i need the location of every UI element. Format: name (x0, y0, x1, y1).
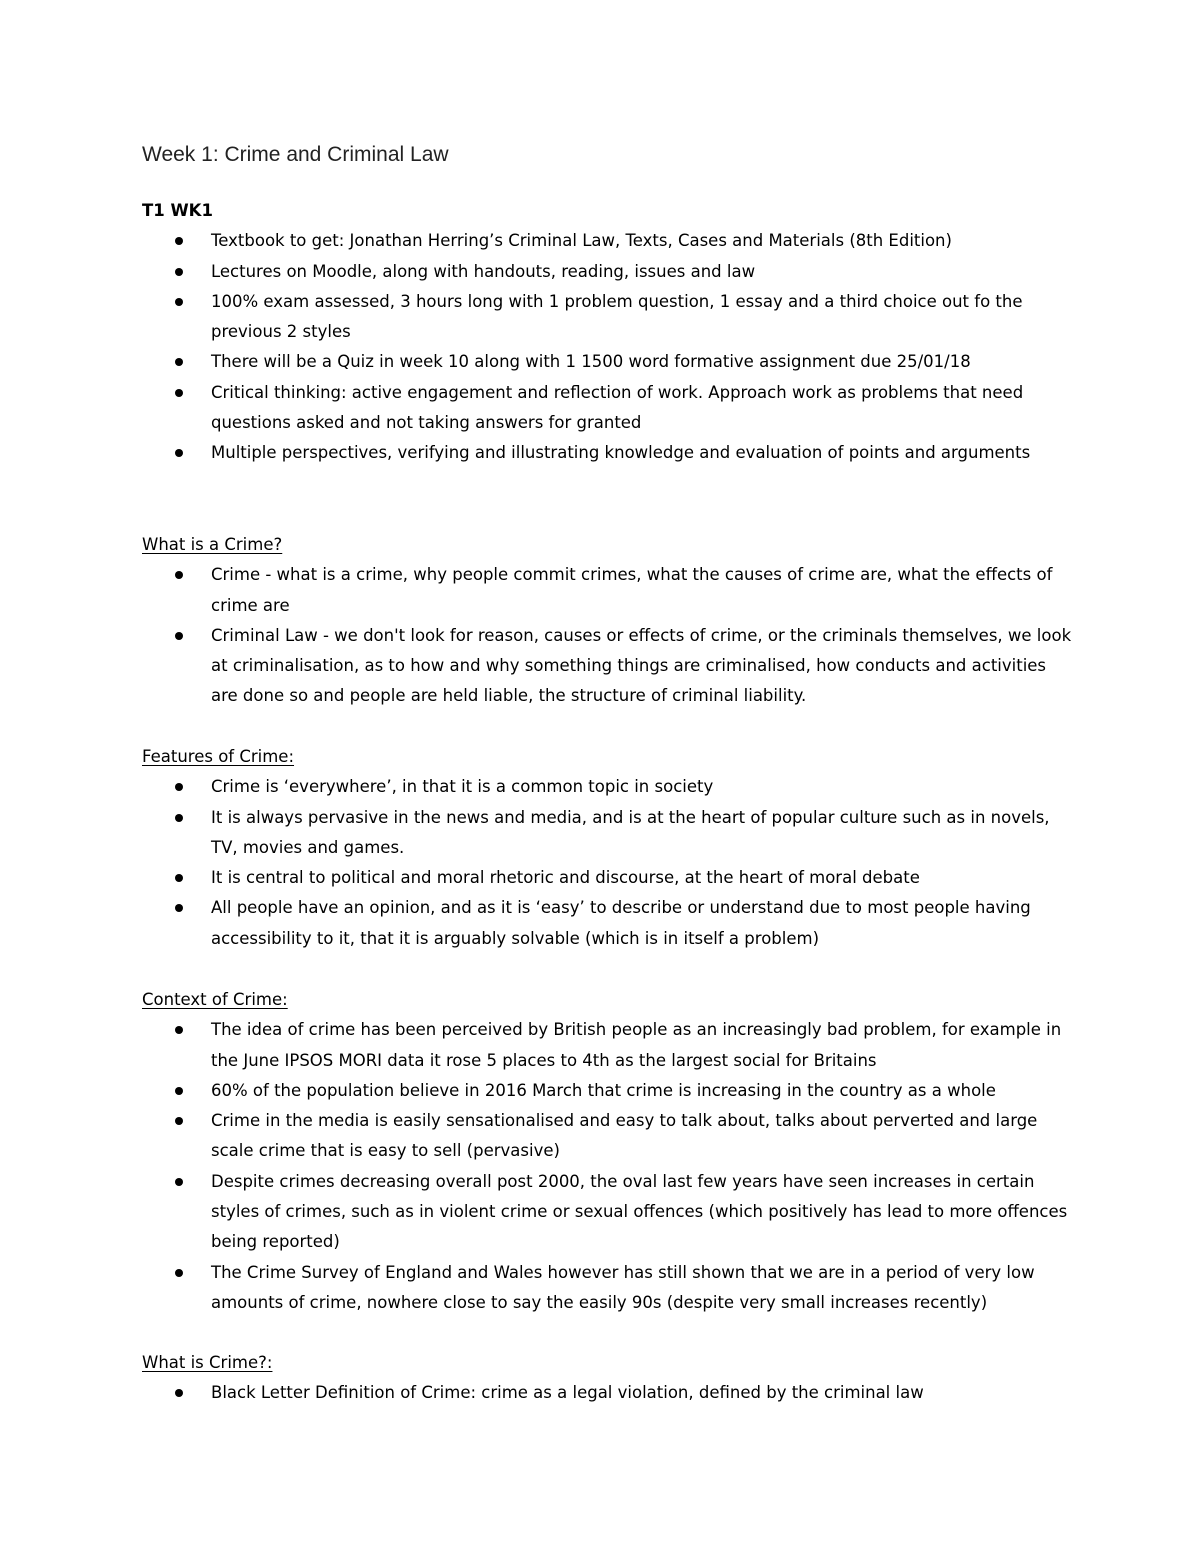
bullet-icon (175, 237, 183, 245)
list-item-text: It is central to political and moral rhetoric and discourse, at the heart of moral debate (211, 868, 920, 888)
list-item-text: Textbook to get: Jonathan Herring’s Criminal Law, Texts, Cases and Materials (8th Edition) (211, 231, 952, 251)
list-item (142, 560, 1072, 621)
document-title: Week 1: Crime and Criminal Law (142, 143, 449, 166)
bullet-list (142, 226, 1072, 468)
list-item (142, 378, 1072, 439)
list-item (142, 226, 1072, 256)
list-item-text: Multiple perspectives, verifying and illustrating knowledge and evaluation of points and arguments (211, 443, 1031, 463)
list-item-text: The idea of crime has been perceived by British people as an increasingly bad problem, for example in the June IPSOS MORI data it rose 5 places to 4th as the largest social for Britains (211, 1020, 1062, 1070)
section-what-is-a-crime (142, 530, 1072, 712)
bullet-icon (175, 1087, 183, 1095)
bullet-icon (175, 1178, 183, 1186)
section-heading: Context of Crime: (142, 990, 288, 1009)
list-item-text: Crime - what is a crime, why people commit crimes, what the causes of crime are, what the effects of crime are (211, 565, 1053, 615)
list-item (142, 1167, 1072, 1258)
bullet-icon (175, 904, 183, 912)
bullet-icon (175, 298, 183, 306)
section-heading: What is a Crime? (142, 535, 283, 554)
bullet-list (142, 772, 1072, 954)
section-t1-wk1 (142, 196, 1072, 469)
section-context-of-crime (142, 985, 1072, 1318)
list-item (142, 287, 1072, 348)
list-item-text: 60% of the population believe in 2016 March that crime is increasing in the country as a whole (211, 1080, 996, 1100)
bullet-icon (175, 268, 183, 276)
list-item-text: Critical thinking: active engagement and reflection of work. Approach work as problems that need questions asked and not taking answers for granted (211, 382, 1024, 433)
list-item (142, 1258, 1072, 1319)
list-item-text: Crime is ‘everywhere’, in that it is a common topic in society (211, 777, 714, 797)
bullet-list (142, 560, 1072, 711)
list-item (142, 803, 1072, 864)
list-item (142, 257, 1072, 287)
list-item-text: 100% exam assessed, 3 hours long with 1 problem question, 1 essay and a third choice out fo the previous 2 styles (211, 291, 1023, 342)
bullet-icon (175, 1269, 183, 1277)
list-item-text: It is always pervasive in the news and media, and is at the heart of popular culture such as in novels, TV, movies and games. (211, 807, 1050, 857)
bullet-icon (175, 1117, 183, 1125)
bullet-icon (175, 449, 183, 457)
section-heading: Features of Crime: (142, 747, 295, 766)
list-item (142, 772, 1072, 802)
list-item (142, 347, 1072, 377)
list-item-text: Black Letter Definition of Crime: crime as a legal violation, defined by the criminal law (211, 1383, 924, 1403)
bullet-icon (175, 571, 183, 579)
list-item (142, 438, 1072, 468)
section-features-of-crime (142, 742, 1072, 954)
list-item (142, 863, 1072, 893)
list-item-text: The Crime Survey of England and Wales however has still shown that we are in a period of very low amounts of crime, nowhere close to say the easily 90s (despite very small increases recently) (211, 1262, 1035, 1312)
list-item-text: Criminal Law - we don't look for reason, causes or effects of crime, or the criminals themselves, we look at criminalisation, as to how and why something things are criminalised, how conducts and activities are done so and people are held liable, the structure of criminal liability. (211, 625, 1072, 706)
list-item-text: There will be a Quiz in week 10 along with 1 1500 word formative assignment due 25/01/18 (211, 352, 971, 372)
bullet-icon (175, 389, 183, 397)
list-item (142, 893, 1072, 954)
bullet-icon (175, 814, 183, 822)
list-item (142, 1015, 1072, 1076)
list-item-text: Despite crimes decreasing overall post 2000, the oval last few years have seen increases in certain styles of crimes, such as in violent crime or sexual offences (which positively has lead to more offences being reported) (211, 1171, 1068, 1252)
section-heading: What is Crime?: (142, 1353, 273, 1372)
bullet-icon (175, 874, 183, 882)
list-item (142, 1076, 1072, 1106)
list-item-text: Crime in the media is easily sensationalised and easy to talk about, talks about perverted and large scale crime that is easy to sell (pervasive) (211, 1111, 1038, 1161)
bullet-list (142, 1378, 1072, 1408)
bullet-icon (175, 632, 183, 640)
section-heading: T1 WK1 (142, 201, 213, 220)
section-what-is-crime (142, 1348, 1072, 1409)
bullet-list (142, 1015, 1072, 1318)
list-item-text: Lectures on Moodle, along with handouts, reading, issues and law (211, 261, 756, 281)
bullet-icon (175, 1026, 183, 1034)
bullet-icon (175, 1389, 183, 1397)
list-item (142, 1378, 1072, 1408)
list-item (142, 621, 1072, 712)
list-item-text: All people have an opinion, and as it is ‘easy’ to describe or understand due to most people having accessibility to it, that it is arguably solvable (which is in itself a problem) (211, 898, 1031, 948)
list-item (142, 1106, 1072, 1167)
bullet-icon (175, 783, 183, 791)
bullet-icon (175, 358, 183, 366)
